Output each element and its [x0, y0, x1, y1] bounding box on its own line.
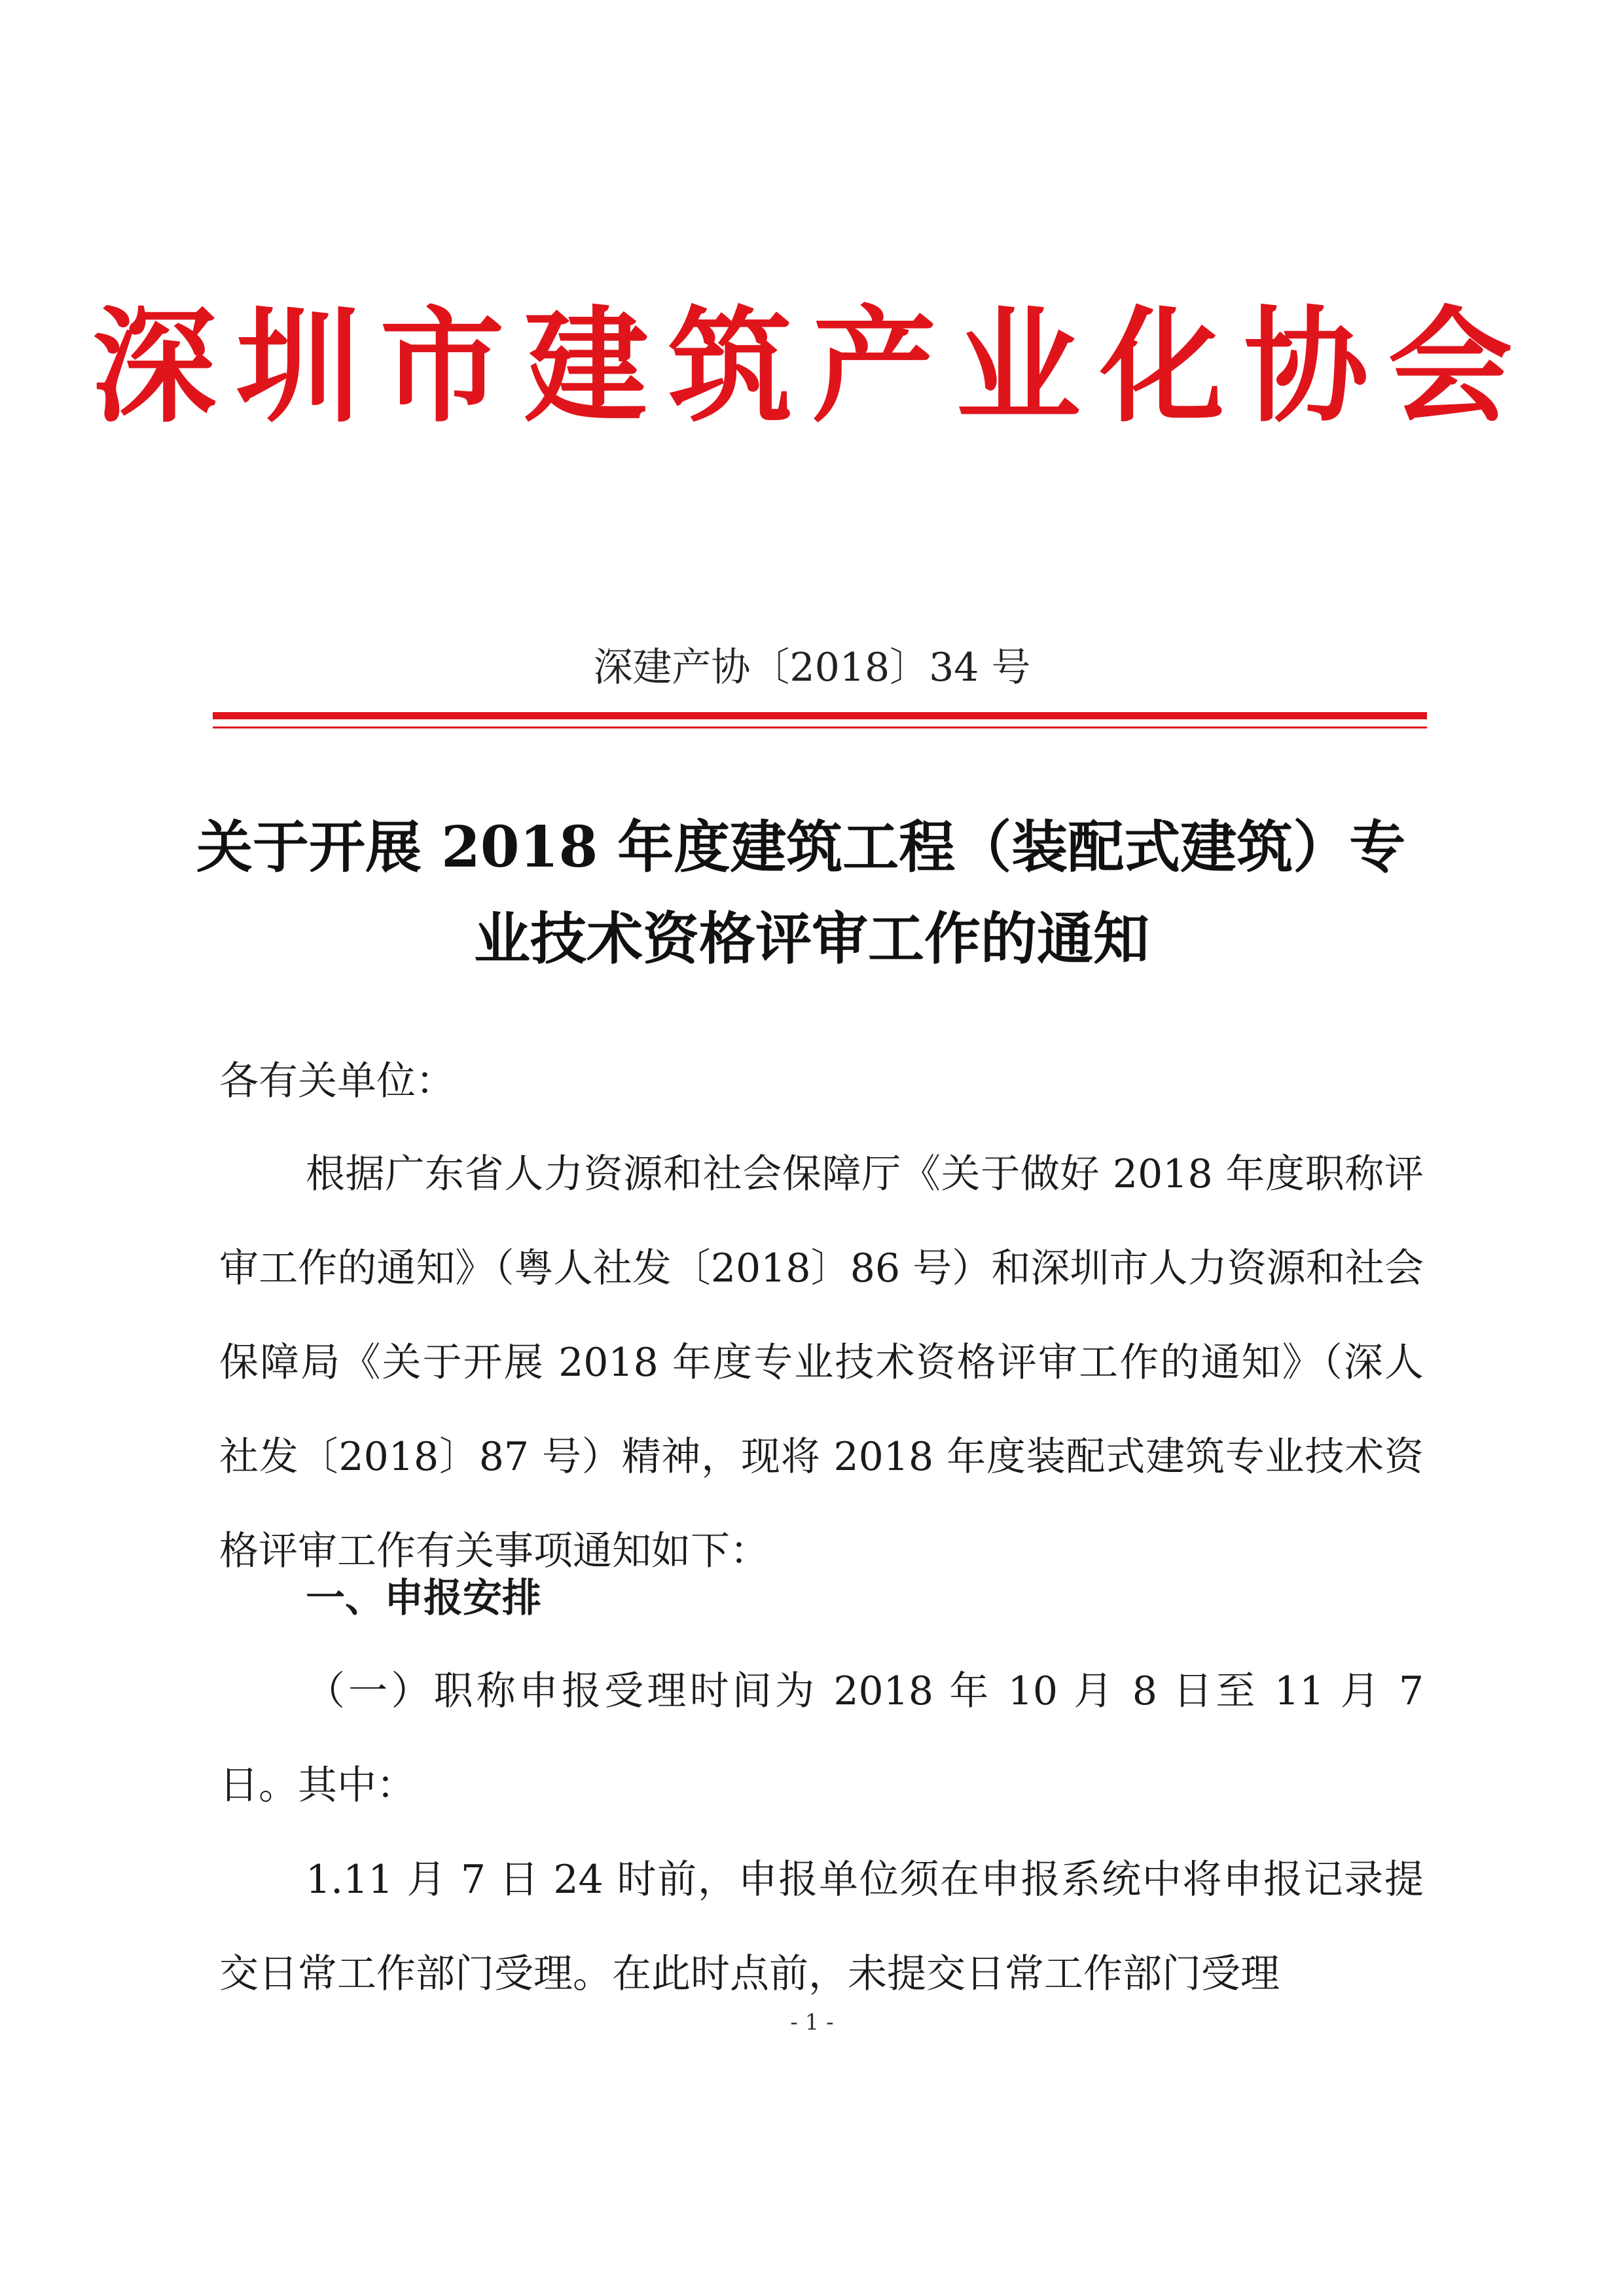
document-title-line-1: 关于开展 2018 年度建筑工程（装配式建筑）专 [196, 814, 1406, 880]
body-paragraph-3: 1.11 月 7 日 24 时前，申报单位须在申报系统中将申报记录提交日常工作部门受理。在此时点前，未提交日常工作部门受理 [219, 1857, 1424, 1997]
red-header-rule-thin [213, 726, 1427, 728]
red-header-rule-thick [213, 712, 1427, 719]
document-title [196, 802, 1427, 985]
page-number: - 1 - [790, 2009, 834, 2036]
body-paragraph-1: 根据广东省人力资源和社会保障厅《关于做好 2018 年度职称评审工作的通知》（粤人社发〔2018〕86 号）和深圳市人力资源和社会保障局《关于开展 2018 年度专业技术资格评审工作的通知》（深人社发〔2018〕87 号）精神，现将 2018 年度装配式建筑专业技术资格评审工作有关事项通知如下： [219, 1151, 1424, 1574]
salutation: 各有关单位： [219, 1058, 455, 1104]
organization-title: 深圳市建筑产业化协会 [92, 293, 1532, 439]
body-paragraph-2: （一）职称申报受理时间为 2018 年 10 月 8 日至 11 月 7 日。其中： [219, 1668, 1424, 1808]
section-heading-1: 一、申报安排 [306, 1575, 541, 1621]
document-title-line-2: 业技术资格评审工作的通知 [474, 906, 1149, 972]
document-number: 深建产协〔2018〕34 号 [593, 645, 1031, 691]
